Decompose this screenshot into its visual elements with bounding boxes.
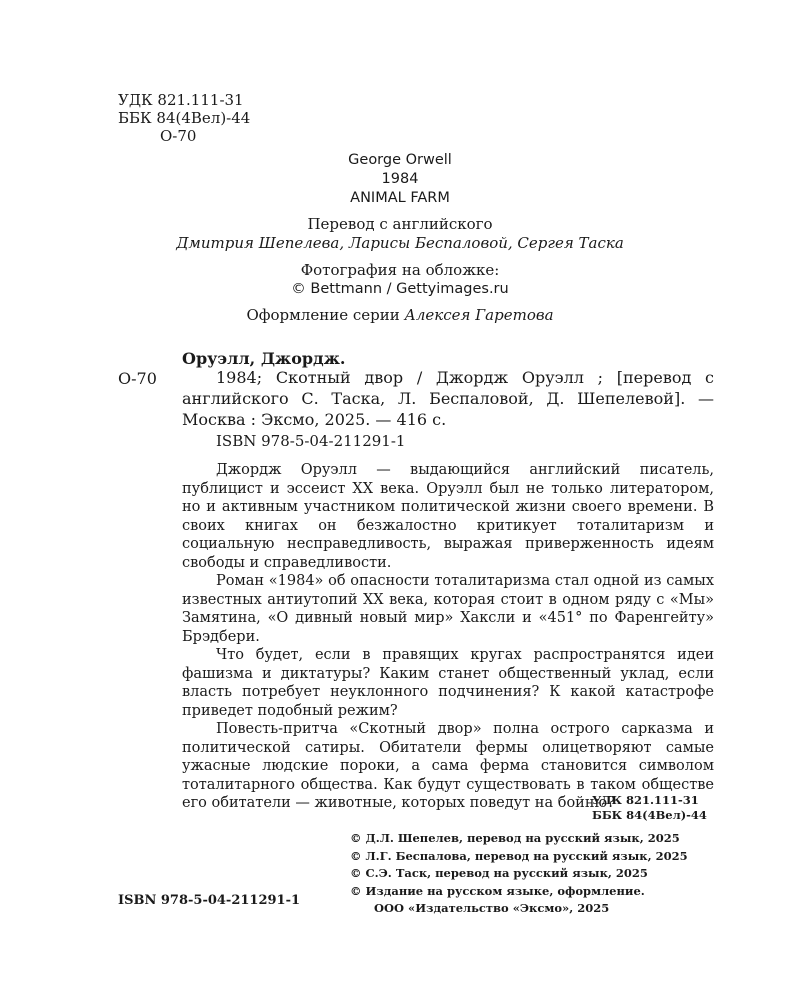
translation-label: Перевод с английского [307, 215, 493, 233]
cover-photo-label: Фотография на обложке: [300, 261, 500, 279]
original-title-1984: 1984 [381, 171, 419, 187]
bibliographic-isbn: ISBN 978-5-04-211291-1 [216, 432, 406, 450]
annotation [182, 461, 714, 813]
series-design-label: Оформление серии [246, 306, 400, 324]
copyright-block [350, 830, 688, 918]
copyright-line: © Д.Л. Шепелев, перевод на русский язык, 2025 [350, 831, 680, 845]
series-design-credit [0, 306, 800, 325]
bbk-code: ББК 84(4Вел)-44 [118, 109, 251, 127]
annotation-paragraph: Повесть-притча «Скотный двор» полна острого сарказма и политической сатиры. Обитатели фермы олицетворяют самые ужасные людские пороки, а сама ферма становится символом тоталитарного общества. Как будут существовать в таком обществе его обитатели — животные, которых поведут на бойню? [182, 721, 714, 811]
series-designer: Алексея Гаретова [404, 306, 554, 324]
bibliographic-description: 1984; Скотный двор / Джордж Оруэлл ; [перевод с английского С. Таска, Л. Беспаловой, Д. Шепелевой]. — Москва : Эксмо, 2025. — 416 с. [182, 368, 714, 429]
original-author: George Orwell [348, 152, 452, 168]
isbn-bottom: ISBN 978-5-04-211291-1 [118, 893, 301, 908]
annotation-paragraph: Что будет, если в правящих кругах распространятся идеи фашизма и диктатуры? Каким станет общественный уклад, если власть потребует неуклонного подчинения? К какой катастрофе приведет подобный режим? [182, 647, 714, 719]
annotation-paragraph: Джордж Оруэлл — выдающийся английский писатель, публицист и эссеист XX века. Оруэлл был не только литератором, но и активным участником политической жизни своего времени. В своих книгах он безжалостно критикует тоталитаризм и социальную несправедливость, выражая приверженность идеям свободы и справедливости. [182, 462, 714, 571]
bibliographic-code: О-70 [118, 369, 157, 388]
author-mark: О-70 [160, 127, 197, 145]
cover-photo-credit: © Bettmann / Gettyimages.ru [291, 281, 509, 297]
udk-code: УДК 821.111-31 [118, 91, 244, 109]
bottom-udk: УДК 821.111-31 [592, 793, 699, 807]
translators: Дмитрия Шепелева, Ларисы Беспаловой, Сергея Таска [176, 234, 624, 252]
bibliographic-author: Оруэлл, Джордж. [182, 349, 346, 368]
bottom-bbk: ББК 84(4Вел)-44 [592, 808, 707, 822]
copyright-line: © Л.Г. Беспалова, перевод на русский язык, 2025 [350, 848, 688, 863]
annotation-paragraph: Роман «1984» об опасности тоталитаризма стал одной из самых известных антиутопий XX века, которая стоит в одном ряду с «Мы» Замятина, «О дивный новый мир» Хаксли и «451° по Фаренгейту» Брэдбери. [182, 573, 714, 645]
copyright-line: © С.Э. Таск, перевод на русский язык, 2025 [350, 866, 648, 880]
copyright-publisher: ООО «Издательство «Эксмо», 2025 [374, 901, 610, 915]
copyright-line: © Издание на русском языке, оформление. [350, 883, 645, 898]
original-title-animal-farm: ANIMAL FARM [350, 190, 450, 206]
